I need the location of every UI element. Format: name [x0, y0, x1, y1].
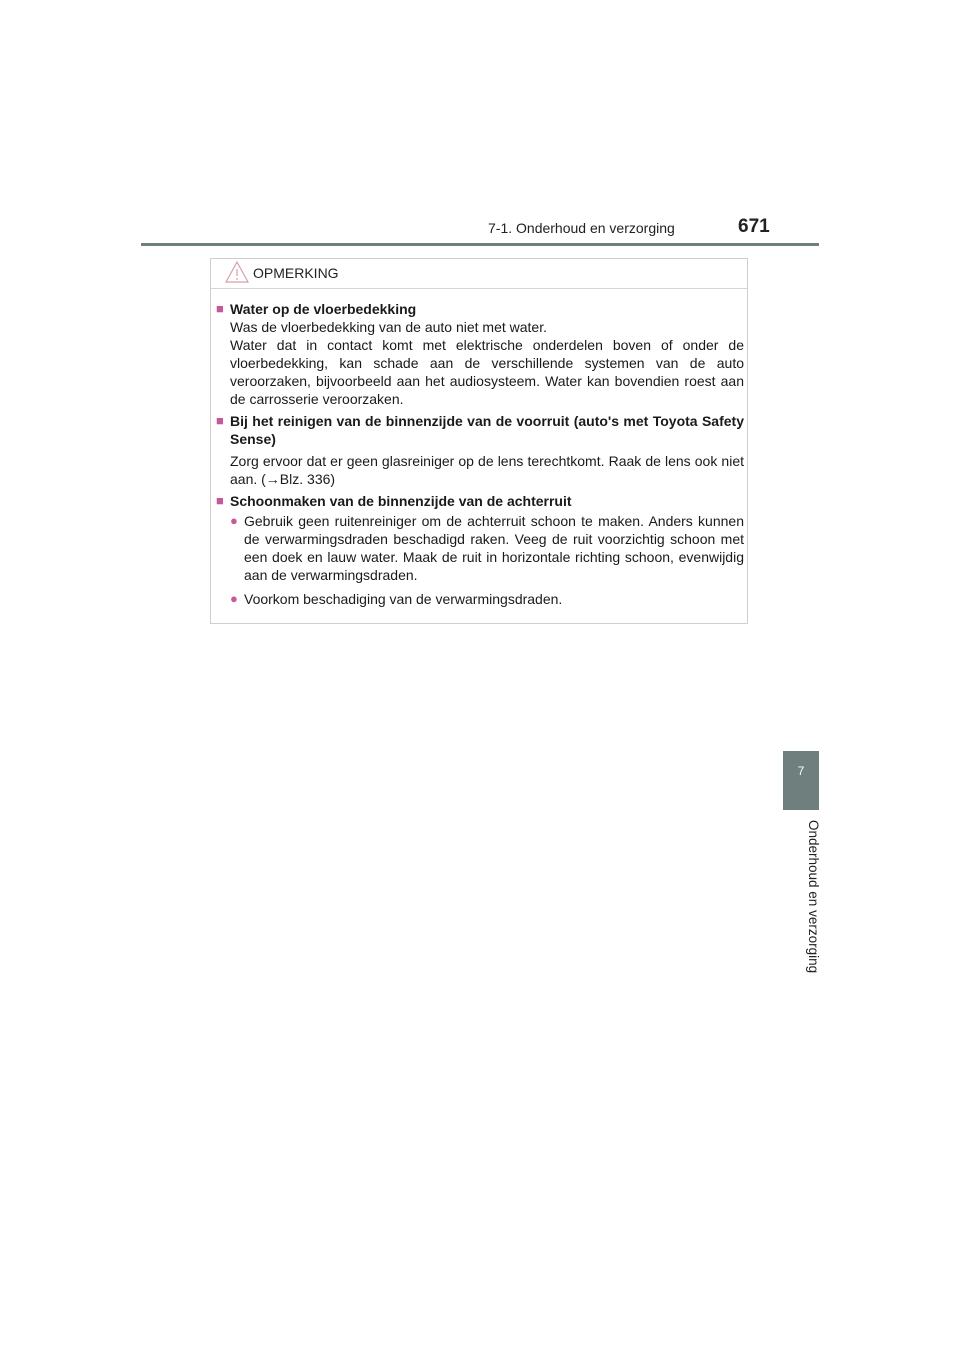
notice-header — [211, 259, 747, 289]
page-number: 671 — [738, 216, 770, 237]
paragraph: Was de vloerbedekking van de auto niet met water. — [230, 319, 547, 335]
square-bullet-icon: ■ — [216, 301, 224, 316]
chapter-number: 7 — [797, 764, 805, 778]
header-divider — [141, 243, 819, 246]
section-title: 7-1. Onderhoud en verzorging — [488, 220, 675, 236]
item-heading: ■ Water op de vloerbedekking — [216, 301, 417, 317]
item-heading: ■ Bij het reinigen van de binnenzijde van de voorruit (auto's met Toyota Safety Sense) — [216, 413, 744, 447]
chapter-tab — [783, 751, 819, 810]
paragraph: Water dat in contact komt met elektrische onderdelen boven of onder de vloerbedekking, kan schade aan de verschillende systemen van de auto veroorzaken, bijvoorbeeld aan het audiosysteem. Water kan bovendien roest aan de carrosserie veroorzaken. — [230, 337, 744, 407]
circle-bullet-icon: ● — [230, 591, 238, 606]
list-item: ● Gebruik geen ruitenreiniger om de achterruit schoon te maken. Anders kunnen de verwarmingsdraden beschadigd raken. Veeg de ruit voorzichtig schoon met een doek en lauw water. Maak de ruit in horizontale richting schoon, evenwijdig aan de verwarmingsdraden. — [230, 513, 744, 583]
notice-box — [210, 258, 748, 624]
item-heading: ■ Schoonmaken van de binnenzijde van de achterruit — [216, 493, 572, 509]
chapter-label: Onderhoud en verzorging — [806, 820, 821, 974]
paragraph: Zorg ervoor dat er geen glasreiniger op de lens terechtkomt. Raak de lens ook niet aan. (→Blz. 336) — [230, 453, 744, 487]
square-bullet-icon: ■ — [216, 413, 224, 428]
list-item: ● Voorkom beschadiging van de verwarmingsdraden. — [230, 591, 563, 607]
notice-title: OPMERKING — [253, 265, 339, 281]
square-bullet-icon: ■ — [216, 493, 224, 508]
notice-item — [216, 300, 744, 408]
notice-body — [216, 300, 744, 614]
warning-triangle-icon — [225, 261, 249, 283]
notice-item — [216, 492, 744, 608]
circle-bullet-icon: ● — [230, 513, 238, 528]
notice-item — [216, 412, 744, 488]
